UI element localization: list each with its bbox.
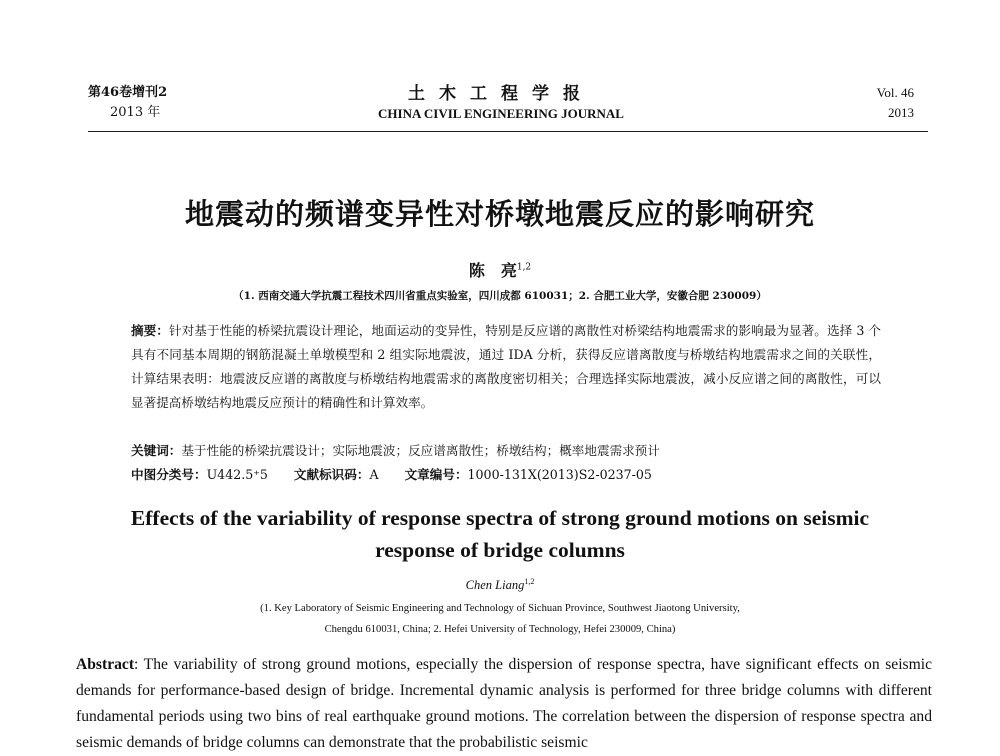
abstract-cn-text: 针对基于性能的桥梁抗震设计理论，地面运动的变异性，特别是反应谱的离散性对桥梁结构地震需求的影响最为显著。选择 3 个具有不同基本周期的钢筋混凝土单墩模型和 2 组实际地震波，通过 IDA 分析，获得反应谱离散度与桥墩结构地震需求之间的关联性，计算结果表明：地震波反应谱的离散度与桥墩结构地震需求的离散度密切相关；合理选择实际地震波，减小反应谱之间的离散性，可以显著提高桥墩结构地震反应预计的精确性和计算效率。 [131, 323, 881, 410]
classification-line [131, 465, 881, 485]
affiliation-en [180, 598, 820, 640]
author-en-name: Chen Liang [465, 578, 525, 593]
abstract-cn-label: 摘要： [131, 323, 169, 338]
author-en [0, 577, 1000, 593]
affiliation-en-line2: Chengdu 610031, China; 2. Hefei University of Technology, Hefei 230009, China) [324, 624, 676, 635]
abstract-en-label: Abstract [76, 656, 135, 673]
journal-name [88, 83, 914, 123]
doc-code-label: 文献标识码： [293, 467, 370, 482]
abstract-en [76, 652, 932, 756]
doc-code-value: A [369, 467, 379, 482]
keywords-label: 关键词： [131, 443, 182, 458]
paper-title-cn: 地震动的频谱变异性对桥墩地震反应的影响研究 [184, 197, 815, 231]
affiliation-cn: （1. 西南交通大学抗震工程技术四川省重点实验室，四川成都 610031；2. 合肥工业大学，安徽合肥 230009） [233, 290, 767, 302]
header-year-cn: 2013 年 [110, 105, 161, 120]
author-cn-sup: 1,2 [516, 262, 532, 273]
journal-header [88, 83, 914, 131]
clc-value: U442.5⁺5 [206, 467, 268, 482]
article-no-value: 1000-131X(2013)S2-0237-05 [467, 467, 652, 482]
journal-name-en: CHINA CIVIL ENGINEERING JOURNAL [378, 106, 624, 121]
keywords-cn [131, 441, 881, 461]
header-vol: Vol. 46 [876, 85, 914, 100]
author-cn [0, 258, 1000, 281]
abstract-cn [131, 319, 881, 415]
paper-title-en: Effects of the variability of response spectra of strong ground motions on seismic response of bridge columns [130, 506, 870, 562]
header-volume-en [877, 83, 914, 123]
author-en-sup: 1,2 [524, 577, 535, 586]
article-no-label: 文章编号： [404, 467, 468, 482]
abstract-en-text: : The variability of strong ground motions, especially the dispersion of response spectra, have significant effects on seismic demands for performance-based design of bridge. Incremental dynamic analysis is performed for three bridge columns with different fundamental periods using two bins of real earthquake ground motions. The correlation between the dispersion of response spectra and seismic demands of bridge columns can demonstrate that the probabilistic seismic [76, 656, 932, 751]
journal-name-cn: 土木工程学报 [408, 84, 594, 104]
affiliation-en-line1: (1. Key Laboratory of Seismic Engineering and Technology of Sichuan Province, Southwest Jiaotong University, [260, 603, 740, 614]
header-volume-cn: 第46卷增刊2 [88, 85, 168, 100]
header-year: 2013 [888, 105, 914, 120]
header-divider [88, 131, 928, 132]
clc-label: 中图分类号： [131, 467, 207, 482]
author-cn-name: 陈 亮 [468, 261, 517, 280]
keywords-text: 基于性能的桥梁抗震设计；实际地震波；反应谱离散性；桥墩结构；概率地震需求预计 [181, 443, 660, 458]
